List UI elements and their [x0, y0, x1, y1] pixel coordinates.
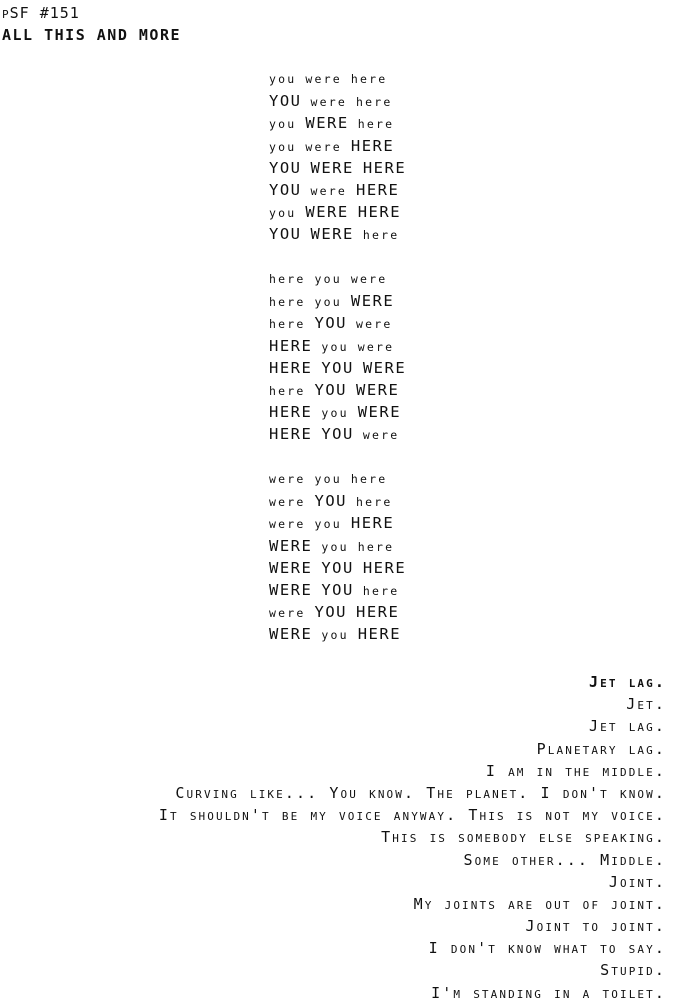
poem-stanza-1: [269, 68, 415, 246]
poem-word: HERE: [356, 180, 400, 199]
poem-line: [269, 201, 415, 223]
poem-word: here: [269, 295, 306, 310]
prose-line: This is somebody else speaking.: [381, 828, 666, 847]
prose-line: Some other... Middle.: [463, 850, 666, 869]
poem-line: [269, 90, 415, 112]
document-id: pSF #151: [2, 4, 80, 22]
poem-word: YOU: [269, 158, 302, 177]
poem-word: YOU: [321, 358, 354, 377]
poem-line: [269, 468, 415, 490]
poem-word: WERE: [310, 158, 354, 177]
poem-word: were: [269, 495, 306, 510]
poem-word: you: [269, 139, 297, 154]
poem-line: [269, 357, 415, 379]
poem-word: WERE: [269, 536, 313, 555]
poem-line: [269, 579, 415, 601]
poem-word: YOU: [314, 603, 347, 622]
poem-word: HERE: [362, 558, 407, 577]
poem-word: HERE: [269, 336, 313, 355]
prose-line: Jet lag.: [588, 717, 666, 736]
poem-line: [269, 335, 415, 357]
poem-word: HERE: [269, 425, 313, 444]
poem-word: here: [362, 228, 400, 243]
poem-word: HERE: [357, 203, 402, 222]
poem-word: HERE: [356, 603, 400, 622]
poem-word: here: [350, 472, 388, 486]
prose-lines: [159, 693, 666, 1004]
poem-word: were: [269, 472, 306, 486]
poem-line: [269, 312, 415, 334]
prose-line: Planetary lag.: [536, 739, 666, 758]
poem-word: YOU: [269, 180, 302, 199]
prose-line: My joints are out of joint.: [413, 894, 666, 913]
poem-word: HERE: [357, 625, 402, 644]
prose-line: Joint to joint.: [525, 917, 666, 936]
poem-word: were: [310, 183, 347, 198]
poem-line: [269, 179, 415, 201]
poem-word: you: [269, 117, 297, 132]
poem-line: [269, 290, 415, 312]
poem-line: [269, 135, 415, 157]
poem-word: you: [321, 539, 349, 554]
poem-word: you: [269, 72, 297, 86]
prose-block: [159, 671, 666, 1004]
poem-line: [269, 557, 415, 579]
poem-word: WERE: [269, 625, 313, 644]
poem-line: [269, 535, 415, 557]
poem-word: here: [269, 272, 306, 286]
poem-word: were: [269, 517, 306, 532]
poem-word: WERE: [269, 580, 313, 599]
poem-word: you: [314, 272, 342, 286]
poem-word: were: [357, 339, 395, 354]
poem-word: here: [356, 495, 393, 510]
poem-word: WERE: [305, 203, 349, 222]
poem-line: [269, 268, 415, 290]
poem-line: [269, 401, 415, 423]
poem-word: were: [305, 72, 342, 86]
prose-line: I am in the middle.: [485, 761, 666, 780]
prose-heading: Jet lag.: [588, 673, 666, 691]
poem-word: YOU: [321, 425, 354, 444]
poem-word: here: [362, 583, 400, 598]
poem-word: you: [314, 472, 342, 486]
document-title: ALL THIS AND MORE: [2, 26, 182, 44]
poem-word: were: [310, 95, 347, 110]
poem-word: YOU: [269, 225, 302, 244]
poem-word: you: [321, 406, 349, 421]
poem-word: you: [321, 628, 349, 643]
poem-word: were: [269, 606, 306, 621]
poem-word: YOU: [269, 92, 302, 111]
poem-word: WERE: [356, 380, 400, 399]
poem-word: here: [269, 317, 306, 332]
poem-line: [269, 223, 415, 245]
poem-line: [269, 423, 415, 445]
poem-line: [269, 490, 415, 512]
poem-word: WERE: [305, 114, 349, 133]
poem-word: WERE: [357, 403, 402, 422]
prose-line: Stupid.: [600, 961, 666, 980]
prose-line: It shouldn't be my voice anyway. This is not my voice.: [158, 806, 666, 825]
prose-line: I'm standing in a toilet.: [431, 983, 666, 1002]
poem-word: HERE: [269, 403, 313, 422]
poem-word: YOU: [314, 492, 347, 511]
poem-word: you: [269, 206, 297, 221]
poem-line: [269, 112, 415, 134]
poem-word: were: [305, 139, 342, 154]
poem-stanza-2: [269, 268, 415, 446]
poem-line: [269, 68, 415, 90]
poem-line: [269, 601, 415, 623]
poem-word: here: [357, 117, 395, 132]
poem-word: WERE: [269, 558, 313, 577]
poem-word: you: [314, 295, 342, 310]
poem-stanza-3: [269, 468, 415, 646]
poem-word: YOU: [321, 558, 354, 577]
poem-word: WERE: [310, 225, 354, 244]
poem-word: you: [314, 517, 342, 532]
prose-line: Curving like... You know. The planet. I don't know.: [175, 783, 666, 802]
poem-word: were: [350, 272, 388, 286]
prose-line: Jet.: [626, 695, 666, 714]
poem-line: [269, 157, 415, 179]
poem-word: were: [362, 428, 400, 443]
poem-word: here: [356, 95, 393, 110]
poem-word: YOU: [314, 380, 347, 399]
poem-line: [269, 379, 415, 401]
poem-word: were: [356, 317, 393, 332]
poem-word: HERE: [362, 158, 407, 177]
poem-word: YOU: [321, 580, 354, 599]
poem-word: YOU: [314, 314, 347, 333]
poem-word: WERE: [362, 358, 407, 377]
poem-word: here: [269, 383, 306, 398]
poem-word: WERE: [350, 292, 395, 311]
poem-word: HERE: [269, 358, 313, 377]
poem-word: here: [350, 72, 388, 86]
poem-line: [269, 512, 415, 534]
poem-word: HERE: [350, 514, 395, 533]
prose-line: Joint.: [608, 872, 666, 891]
poem-word: here: [357, 539, 395, 554]
poem-word: HERE: [350, 136, 395, 155]
prose-line: I don't know what to say.: [428, 939, 666, 958]
poem-line: [269, 623, 415, 645]
poem-word: you: [321, 339, 349, 354]
